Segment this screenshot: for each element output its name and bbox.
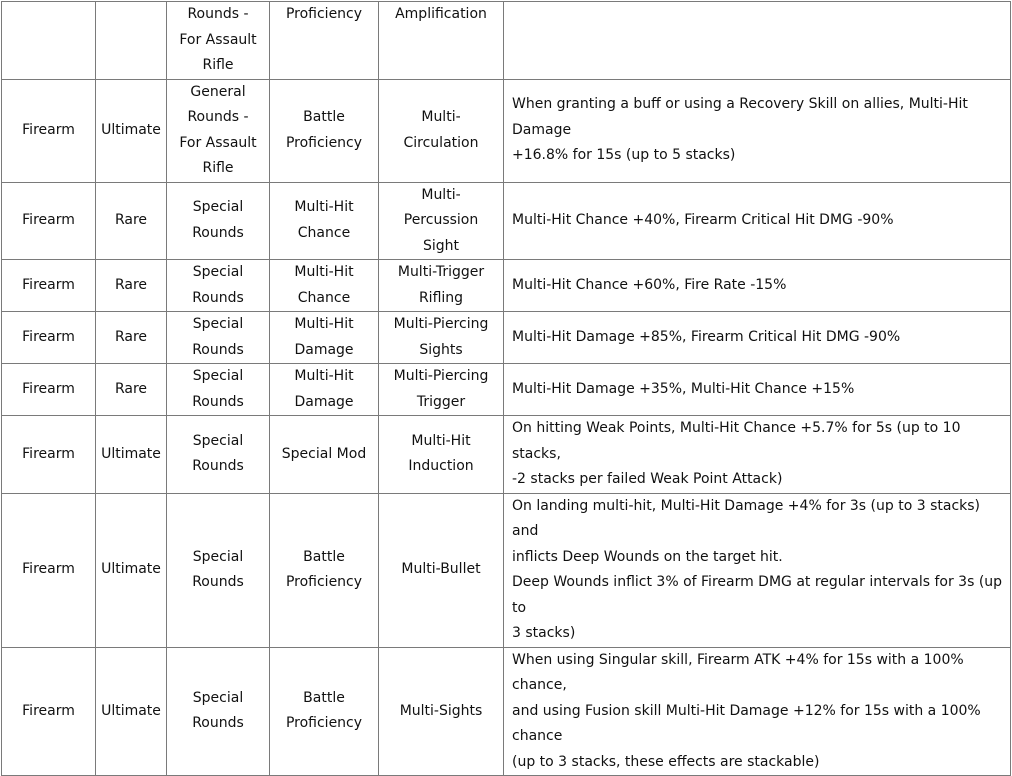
mod-type-cell-line: Chance bbox=[297, 289, 351, 306]
rarity-cell-text: Rare bbox=[114, 276, 148, 293]
round-type-cell-line: Rifle bbox=[202, 57, 234, 73]
mod-name-cell bbox=[379, 2, 504, 80]
rarity-cell-text: Rare bbox=[114, 328, 148, 345]
rarity-cell-text: Ultimate bbox=[101, 702, 161, 719]
mod-name-cell-line: Percussion bbox=[403, 212, 479, 228]
mod-name-cell bbox=[379, 493, 504, 647]
rarity-cell-text: Ultimate bbox=[101, 445, 161, 462]
mod-type-cell bbox=[270, 416, 379, 494]
table-row bbox=[2, 493, 1011, 647]
mod-type-cell-line: Chance bbox=[297, 224, 351, 241]
round-type-cell bbox=[167, 493, 270, 647]
round-type-cell-line: Special bbox=[192, 432, 244, 449]
category-cell-text: Firearm bbox=[22, 121, 75, 138]
mod-type-cell-line: Damage bbox=[294, 393, 354, 410]
mod-type-cell bbox=[270, 647, 379, 776]
effect-cell-line: -2 stacks per failed Weak Point Attack) bbox=[512, 471, 783, 487]
mod-type-cell-line: Proficiency bbox=[285, 574, 363, 590]
mod-type-cell bbox=[270, 364, 379, 416]
mod-type-cell bbox=[270, 312, 379, 364]
rarity-cell bbox=[96, 647, 167, 776]
rarity-cell bbox=[96, 312, 167, 364]
category-cell bbox=[2, 79, 96, 182]
round-type-cell-line: Special bbox=[192, 689, 244, 706]
category-cell bbox=[2, 312, 96, 364]
round-type-cell-line: Rounds bbox=[192, 393, 244, 410]
effect-cell-line: Deep Wounds inflict 3% of Firearm DMG at regular intervals for 3s (up to bbox=[512, 574, 1003, 616]
effect-cell-line: +16.8% for 15s (up to 5 stacks) bbox=[512, 147, 736, 164]
mod-name-cell bbox=[379, 260, 504, 312]
effect-cell bbox=[504, 2, 1011, 80]
round-type-cell-line: Rounds bbox=[192, 574, 244, 590]
round-type-cell bbox=[167, 416, 270, 494]
effect-cell-line: Multi-Hit Chance +60%, Fire Rate -15% bbox=[512, 276, 787, 293]
table-row bbox=[2, 312, 1011, 364]
category-cell bbox=[2, 182, 96, 260]
mod-type-cell-line: Battle bbox=[303, 689, 345, 706]
mod-name-cell-line: Multi-Sights bbox=[399, 702, 483, 719]
round-type-cell bbox=[167, 312, 270, 364]
round-type-cell bbox=[167, 2, 270, 80]
round-type-cell-line: Special bbox=[192, 264, 244, 280]
effect-cell-line: (up to 3 stacks, these effects are stackable) bbox=[512, 753, 820, 770]
round-type-cell bbox=[167, 79, 270, 182]
rarity-cell bbox=[96, 79, 167, 182]
table-row bbox=[2, 2, 1011, 80]
mod-name-cell bbox=[379, 312, 504, 364]
mod-name-cell bbox=[379, 79, 504, 182]
round-type-cell bbox=[167, 182, 270, 260]
rarity-cell bbox=[96, 364, 167, 416]
effect-cell-line: 3 stacks) bbox=[512, 625, 576, 641]
category-cell bbox=[2, 2, 96, 80]
mod-type-cell-line: Battle bbox=[303, 548, 345, 565]
effect-cell-line: Multi-Hit Damage +35%, Multi-Hit Chance +15% bbox=[512, 380, 855, 397]
category-cell-text: Firearm bbox=[22, 561, 75, 578]
mod-name-cell-line: Multi-Hit bbox=[411, 432, 471, 449]
category-cell-text: Firearm bbox=[22, 276, 75, 293]
round-type-cell-line: Special bbox=[192, 199, 244, 216]
category-cell bbox=[2, 416, 96, 494]
table-row bbox=[2, 79, 1011, 182]
effect-cell-line: When using Singular skill, Firearm ATK +4% for 15s with a 100% chance, bbox=[512, 651, 964, 693]
mod-name-cell-line: Circulation bbox=[403, 134, 479, 151]
round-type-cell-line: Special bbox=[192, 368, 244, 384]
effect-cell bbox=[504, 647, 1011, 776]
rarity-cell-text: Ultimate bbox=[101, 561, 161, 578]
mod-type-cell bbox=[270, 79, 379, 182]
round-type-cell bbox=[167, 647, 270, 776]
effect-cell bbox=[504, 312, 1011, 364]
mod-name-cell-line: Trigger bbox=[416, 393, 466, 410]
effect-cell bbox=[504, 182, 1011, 260]
mods-table bbox=[1, 1, 1011, 776]
mod-name-cell-line: Multi-Bullet bbox=[401, 561, 481, 578]
mod-type-cell-line: Battle bbox=[303, 109, 345, 125]
mod-name-cell-line: Induction bbox=[408, 458, 474, 475]
category-cell-text: Firearm bbox=[22, 328, 75, 345]
round-type-cell-line: Rounds - bbox=[187, 6, 249, 22]
category-cell-text: Firearm bbox=[22, 702, 75, 719]
round-type-cell-line: General bbox=[190, 83, 246, 100]
mod-name-cell-line: Multi-Piercing bbox=[393, 316, 489, 332]
effect-cell bbox=[504, 416, 1011, 494]
mod-name-cell-line: Sight bbox=[422, 237, 460, 254]
round-type-cell-line: Rounds bbox=[192, 224, 244, 241]
category-cell bbox=[2, 493, 96, 647]
round-type-cell-line: For Assault bbox=[179, 31, 257, 48]
mod-name-cell-line: Multi- bbox=[421, 109, 461, 125]
round-type-cell bbox=[167, 364, 270, 416]
effect-cell bbox=[504, 260, 1011, 312]
round-type-cell-line: For Assault bbox=[179, 134, 257, 151]
round-type-cell-line: Rounds bbox=[192, 289, 244, 306]
mods-table-body bbox=[2, 2, 1011, 776]
mod-name-cell-line: Rifling bbox=[418, 289, 464, 306]
round-type-cell-line: Rounds - bbox=[187, 109, 249, 125]
mod-type-cell-line: Multi-Hit bbox=[294, 316, 354, 332]
rarity-cell bbox=[96, 416, 167, 494]
category-cell-text: Firearm bbox=[22, 380, 75, 397]
mod-name-cell-line: Sights bbox=[419, 341, 463, 358]
category-cell bbox=[2, 364, 96, 416]
effect-cell-line: When granting a buff or using a Recovery Skill on allies, Multi-Hit Damage bbox=[512, 96, 968, 138]
category-cell-text: Firearm bbox=[22, 445, 75, 462]
category-cell-text: Firearm bbox=[22, 212, 75, 228]
effect-cell-line: inflicts Deep Wounds on the target hit. bbox=[512, 548, 783, 565]
rarity-cell bbox=[96, 182, 167, 260]
rarity-cell bbox=[96, 493, 167, 647]
rarity-cell bbox=[96, 2, 167, 80]
effect-cell bbox=[504, 364, 1011, 416]
mod-type-cell-line: Proficiency bbox=[285, 6, 363, 22]
round-type-cell bbox=[167, 260, 270, 312]
effect-cell bbox=[504, 79, 1011, 182]
mod-name-cell-line: Multi- bbox=[421, 186, 461, 203]
table-row bbox=[2, 364, 1011, 416]
mod-name-cell bbox=[379, 182, 504, 260]
rarity-cell bbox=[96, 260, 167, 312]
mod-type-cell bbox=[270, 2, 379, 80]
rarity-cell-text: Rare bbox=[114, 380, 148, 397]
effect-cell-line: On landing multi-hit, Multi-Hit Damage +4% for 3s (up to 3 stacks) and bbox=[512, 497, 981, 539]
mod-name-cell bbox=[379, 364, 504, 416]
effect-cell-line: Multi-Hit Chance +40%, Firearm Critical Hit DMG -90% bbox=[512, 212, 894, 228]
mod-type-cell-line: Special Mod bbox=[281, 445, 367, 462]
round-type-cell-line: Special bbox=[192, 548, 244, 565]
mod-name-cell-line: Multi-Piercing bbox=[393, 368, 489, 384]
round-type-cell-line: Rounds bbox=[192, 715, 244, 732]
effect-cell-line: Multi-Hit Damage +85%, Firearm Critical Hit DMG -90% bbox=[512, 328, 901, 345]
table-row bbox=[2, 416, 1011, 494]
mod-name-cell bbox=[379, 416, 504, 494]
effect-cell-line bbox=[512, 2, 1004, 28]
table-row bbox=[2, 647, 1011, 776]
round-type-cell-line: Rifle bbox=[202, 160, 234, 176]
table-row bbox=[2, 260, 1011, 312]
rarity-cell-text: Ultimate bbox=[101, 121, 161, 138]
mod-type-cell bbox=[270, 493, 379, 647]
mod-type-cell-line: Damage bbox=[294, 341, 354, 358]
category-cell bbox=[2, 260, 96, 312]
round-type-cell-line: Rounds bbox=[192, 458, 244, 475]
mod-type-cell-line: Proficiency bbox=[285, 134, 363, 151]
category-cell bbox=[2, 647, 96, 776]
mod-name-cell bbox=[379, 647, 504, 776]
mod-type-cell-line: Multi-Hit bbox=[294, 368, 354, 384]
table-row bbox=[2, 182, 1011, 260]
mod-name-cell-line: Multi-Trigger bbox=[397, 264, 485, 280]
effect-cell bbox=[504, 493, 1011, 647]
effect-cell-line: and using Fusion skill Multi-Hit Damage +12% for 15s with a 100% chance bbox=[512, 702, 981, 744]
mod-type-cell-line: Multi-Hit bbox=[294, 264, 354, 280]
round-type-cell-line: Special bbox=[192, 316, 244, 332]
mod-type-cell bbox=[270, 182, 379, 260]
mod-type-cell-line: Proficiency bbox=[285, 715, 363, 732]
round-type-cell-line: Rounds bbox=[192, 341, 244, 358]
mod-name-cell-line: Amplification bbox=[395, 6, 487, 22]
mod-type-cell-line: Multi-Hit bbox=[294, 199, 354, 216]
effect-cell-line: On hitting Weak Points, Multi-Hit Chance +5.7% for 5s (up to 10 stacks, bbox=[512, 420, 961, 462]
mod-type-cell bbox=[270, 260, 379, 312]
rarity-cell-text: Rare bbox=[114, 212, 148, 228]
